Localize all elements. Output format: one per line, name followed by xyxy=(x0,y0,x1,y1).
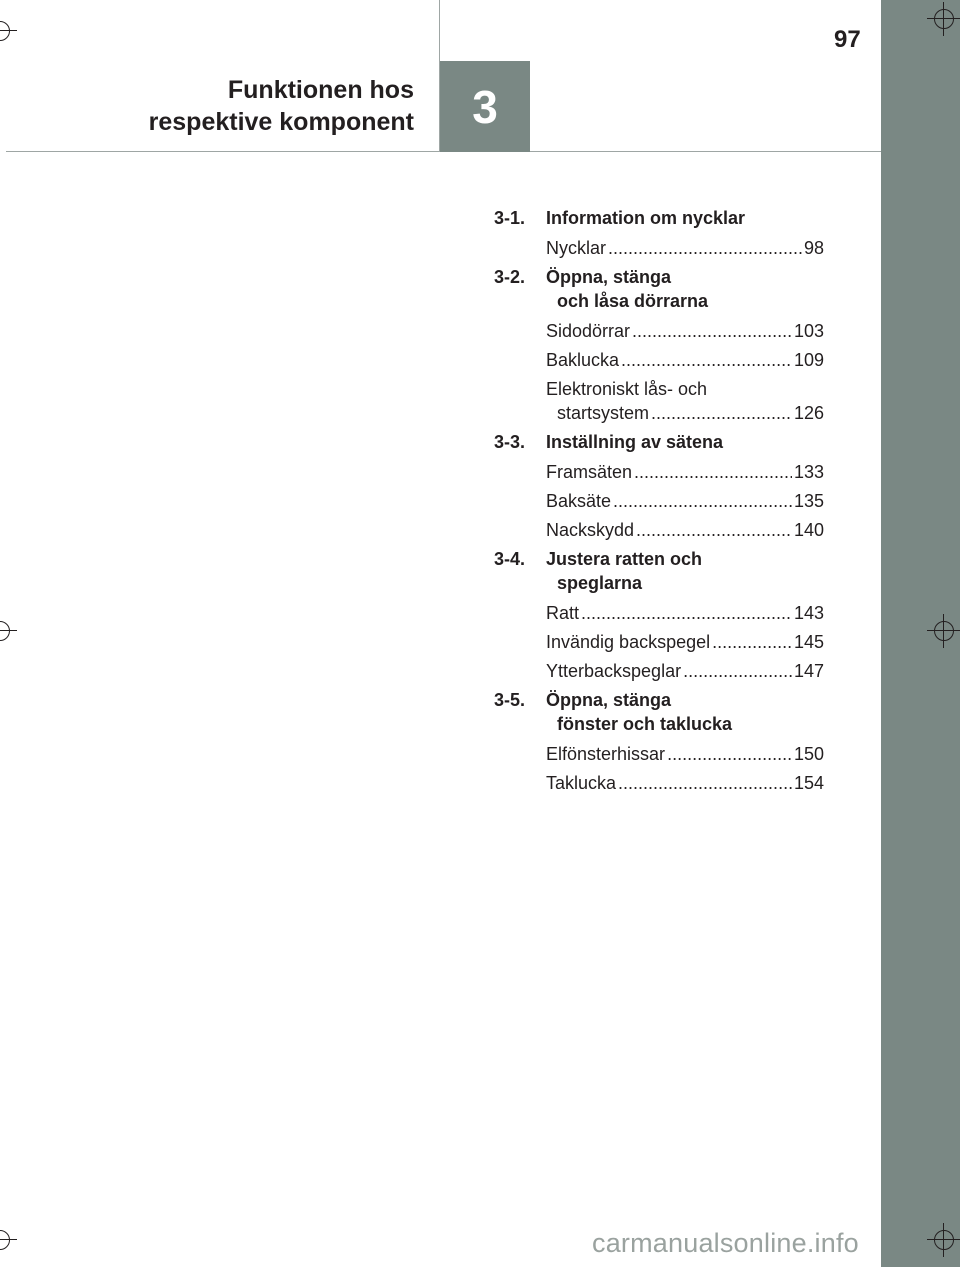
toc-entry[interactable] xyxy=(546,377,824,425)
page-number: 97 xyxy=(834,26,861,53)
entry-page: 145 xyxy=(793,632,824,652)
entry-page: 98 xyxy=(803,238,824,258)
section-number: 3-3. xyxy=(494,432,526,452)
section-number: 3-5. xyxy=(494,690,526,710)
toc-entry[interactable] xyxy=(546,348,824,372)
toc-entry[interactable] xyxy=(546,460,824,484)
toc-entry[interactable] xyxy=(546,489,824,513)
section-title-line1: Öppna, stänga xyxy=(546,690,672,710)
toc-section-3-2[interactable] xyxy=(494,265,824,313)
entry-title: Ytterbackspeglar xyxy=(546,661,682,681)
section-title-line1: Öppna, stänga xyxy=(546,267,672,287)
registration-mark-icon xyxy=(0,614,17,648)
dot-leader xyxy=(608,236,802,260)
registration-mark-icon xyxy=(927,2,960,36)
dot-leader xyxy=(636,518,792,542)
entry-page: 135 xyxy=(793,491,824,511)
toc-entry[interactable] xyxy=(546,771,824,795)
toc-section-3-4[interactable] xyxy=(494,547,824,595)
toc-entry[interactable] xyxy=(546,601,824,625)
entry-title-line2: startsystem xyxy=(557,403,650,423)
dot-leader xyxy=(613,489,792,513)
section-title-line2: fönster och taklucka xyxy=(557,714,733,734)
toc-entry[interactable] xyxy=(546,236,824,260)
dot-leader xyxy=(632,319,792,343)
toc-section-3-1[interactable] xyxy=(494,206,824,230)
registration-mark-icon xyxy=(927,614,960,648)
entry-title: Elfönsterhissar xyxy=(546,744,666,764)
registration-mark-icon xyxy=(0,14,17,48)
entry-title: Invändig backspegel xyxy=(546,632,711,652)
entry-title: Sidodörrar xyxy=(546,321,631,341)
entry-title: Taklucka xyxy=(546,773,617,793)
dot-leader xyxy=(667,742,792,766)
entry-page: 150 xyxy=(793,744,824,764)
toc-entry[interactable] xyxy=(546,659,824,683)
dot-leader xyxy=(634,460,792,484)
registration-mark-icon xyxy=(0,1223,17,1257)
chapter-title xyxy=(149,74,414,138)
dot-leader xyxy=(621,348,792,372)
toc-entry[interactable] xyxy=(546,630,824,654)
registration-mark-icon xyxy=(927,1223,960,1257)
section-title-line2: och låsa dörrarna xyxy=(557,291,709,311)
entry-title: Baklucka xyxy=(546,350,620,370)
toc-entry[interactable] xyxy=(546,742,824,766)
section-title-line1: Justera ratten och xyxy=(546,549,703,569)
section-title: Inställning av sätena xyxy=(546,432,724,452)
entry-page: 154 xyxy=(793,773,824,793)
entry-page: 133 xyxy=(793,462,824,482)
entry-page: 140 xyxy=(793,520,824,540)
dot-leader xyxy=(581,601,792,625)
entry-page: 109 xyxy=(793,350,824,370)
entry-title: Nackskydd xyxy=(546,520,635,540)
section-number: 3-1. xyxy=(494,208,526,228)
section-title-line2: speglarna xyxy=(557,573,643,593)
dot-leader xyxy=(651,401,792,425)
toc-section-3-3[interactable] xyxy=(494,430,824,454)
chapter-number: 3 xyxy=(472,80,498,133)
toc-section-3-5[interactable] xyxy=(494,688,824,736)
chapter-number-box xyxy=(440,61,530,152)
entry-title: Nycklar xyxy=(546,238,607,258)
chapter-title-line2: respektive komponent xyxy=(148,108,414,136)
entry-page: 103 xyxy=(793,321,824,341)
section-number: 3-2. xyxy=(494,267,526,287)
section-number: 3-4. xyxy=(494,549,526,569)
toc-entry[interactable] xyxy=(546,319,824,343)
entry-title-line1: Elektroniskt lås- och xyxy=(546,379,708,399)
entry-page: 126 xyxy=(793,403,824,423)
table-of-contents xyxy=(494,206,824,800)
entry-page: 143 xyxy=(793,603,824,623)
dot-leader xyxy=(712,630,792,654)
entry-title: Ratt xyxy=(546,603,580,623)
dot-leader xyxy=(618,771,792,795)
chapter-title-line1: Funktionen hos xyxy=(227,76,414,104)
entry-page: 147 xyxy=(793,661,824,681)
toc-entry[interactable] xyxy=(546,518,824,542)
section-title: Information om nycklar xyxy=(546,208,746,228)
entry-title: Baksäte xyxy=(546,491,612,511)
dot-leader xyxy=(683,659,792,683)
watermark-text: carmanualsonline.info xyxy=(592,1228,859,1258)
entry-title: Framsäten xyxy=(546,462,633,482)
